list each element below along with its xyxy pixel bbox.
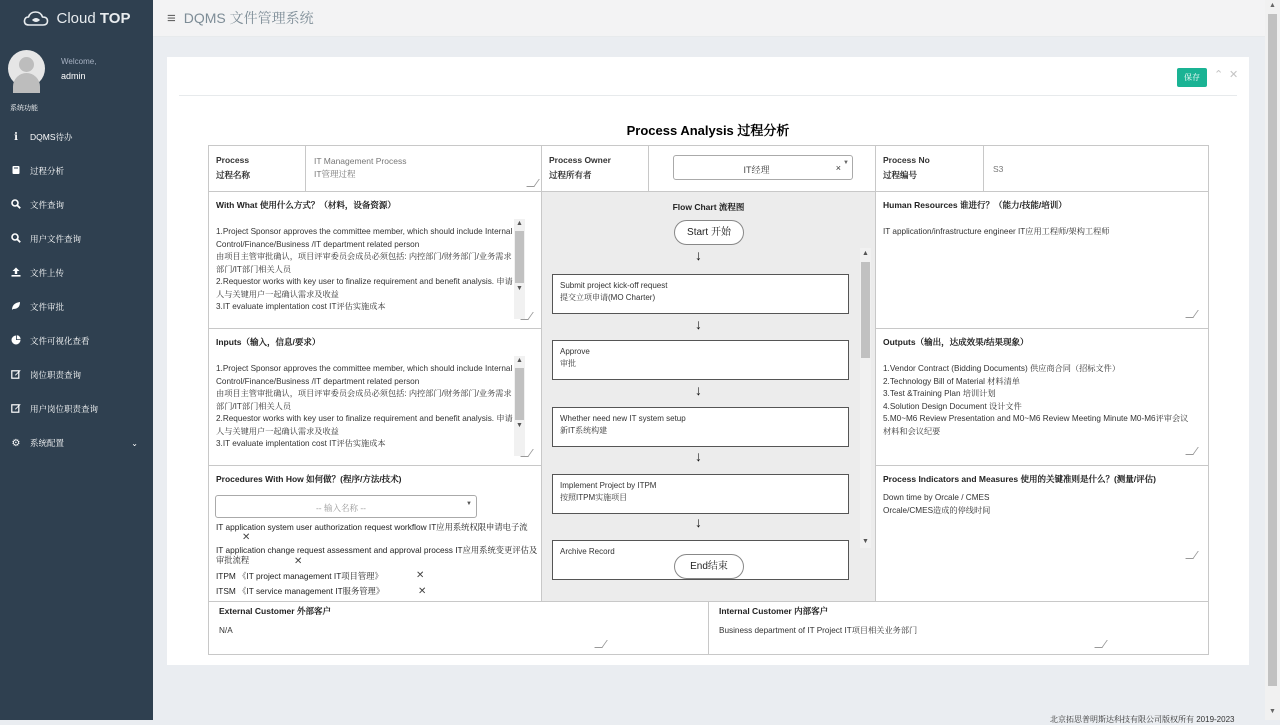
resize-handle-icon[interactable] <box>1185 310 1199 318</box>
brand-name-bold: TOP <box>99 10 131 27</box>
dropdown-arrow-icon[interactable]: ▼ <box>843 160 849 166</box>
flow-step-label-cn: 新IT系统构建 <box>560 426 608 435</box>
flow-step-label: Whether need new IT system setup <box>560 414 686 423</box>
procedure-item: ITPM 《IT project management IT项目管理》 <box>216 571 383 581</box>
flow-step-box <box>552 340 849 380</box>
page-scrollbar[interactable] <box>1265 0 1280 720</box>
owner-select-value: IT经理 <box>743 165 770 175</box>
pie-chart-icon <box>10 335 22 348</box>
procedure-item: IT application change request assessment and approval process IT应用系统变更评估及审批流程 <box>216 545 538 565</box>
nav-section-label: 系统功能 <box>10 105 38 112</box>
scroll-up-arrow-icon[interactable]: ▲ <box>1269 2 1276 9</box>
procedure-select-placeholder: -- 输入名称 -- <box>315 503 367 513</box>
owner-label: Process Owner <box>549 155 611 165</box>
dropdown-arrow-icon[interactable]: ▼ <box>466 501 472 507</box>
sidebar-nav <box>0 120 153 460</box>
sidebar-item-process-analysis[interactable] <box>0 154 153 188</box>
flow-step-box <box>552 274 849 314</box>
sidebar-item-job-duty-query[interactable] <box>0 358 153 392</box>
chevron-down-icon: ⌄ <box>131 438 138 448</box>
flow-chart-title: Flow Chart 流程图 <box>672 202 745 212</box>
welcome-text: Welcome, <box>61 56 97 66</box>
remove-procedure-icon[interactable]: ✕ <box>294 556 303 567</box>
save-button[interactable]: 保存 <box>1177 68 1207 87</box>
book-icon <box>10 165 22 178</box>
outputs-textarea[interactable]: 1.Vendor Contract (Bidding Documents) 供应商合同（招标文件） 2.Technology Bill of Material 材料清单 3.Test &Training Plan 培训计划 4.Solution Design Document 设计文件 5.M0~M6 Review Presentation and M0~M6 Review Meeting Minute M0-M6评审会议材料和会议纪要 <box>883 364 1189 436</box>
sidebar-item-label: 文件审批 <box>30 302 65 312</box>
flow-chart-viewport <box>542 262 875 556</box>
external-customer-textarea[interactable]: N/A <box>219 626 233 635</box>
search-icon <box>10 199 22 212</box>
scroll-thumb[interactable] <box>861 262 870 358</box>
flow-step-box <box>552 407 849 447</box>
owner-select[interactable] <box>673 155 853 180</box>
sidebar-item-file-approval[interactable] <box>0 290 153 324</box>
flow-step-label: Implement Project by ITPM <box>560 481 657 490</box>
indicators-section <box>875 465 1209 602</box>
resize-handle-icon[interactable] <box>1185 551 1199 559</box>
collapse-icon[interactable]: ⌃ <box>1214 69 1224 81</box>
process-label-cell <box>208 145 306 192</box>
with-what-textarea[interactable]: 1.Project Sponsor approves the committee member, which should include Internal Control/Finance/Business /IT department related person 由项目主管审批确认，项目评审委员会成员必须包括: 内控部门/财务部门/业务需求部门/IT部门相关人员 2.Requestor works with key user to finalize requirement and benefit analysis. 申请人与关键用户一起确认需求及收益 3.IT evaluate implentation cost IT评估实施成本 <box>216 227 513 311</box>
process-name-value-cn: IT管理过程 <box>314 169 356 179</box>
scroll-up-arrow-icon[interactable]: ▲ <box>516 357 523 364</box>
process-no-input[interactable] <box>983 145 1209 192</box>
with-what-title: With What 使用什么方式？（材料，设备资源） <box>216 200 396 210</box>
scroll-down-arrow-icon[interactable]: ▼ <box>1269 708 1276 715</box>
procedure-item: ITSM 《IT service management IT服务管理》 <box>216 586 385 596</box>
sidebar-item-user-job-duty-query[interactable] <box>0 392 153 426</box>
sidebar-item-label: 文件可视化查看 <box>30 336 90 346</box>
sidebar-item-label: 用户文件查询 <box>30 234 82 244</box>
indicators-title: Process Indicators and Measures 使用的关键准则是什么？(测量/评估) <box>883 474 1156 484</box>
procedure-item: IT application system user authorization request workflow IT应用系统权限申请电子流 <box>216 522 528 532</box>
procedure-search-select[interactable] <box>215 495 477 518</box>
flow-step-label: Submit project kick-off request <box>560 281 668 290</box>
indicators-textarea[interactable]: Down time by Orcale / CMES Orcale/CMES造成的停线时间 <box>883 493 991 515</box>
scroll-up-arrow-icon[interactable]: ▲ <box>516 220 523 227</box>
resize-handle-icon[interactable] <box>1094 640 1108 648</box>
sidebar-item-system-config[interactable] <box>0 426 153 460</box>
human-resources-section <box>875 191 1209 329</box>
process-no-value: S3 <box>993 164 1004 174</box>
owner-label-cn: 过程所有者 <box>549 170 592 180</box>
scroll-down-arrow-icon[interactable]: ▼ <box>862 538 869 545</box>
internal-customer-textarea[interactable]: Business department of IT Project IT项目相关业务部门 <box>719 626 918 635</box>
flow-step-label: Archive Record <box>560 547 615 556</box>
internal-customer-title: Internal Customer 内部客户 <box>719 606 829 616</box>
arrow-down-icon: ↓ <box>695 316 702 332</box>
scroll-thumb[interactable] <box>1268 14 1277 686</box>
edit-icon <box>10 369 22 382</box>
resize-handle-icon[interactable] <box>594 640 608 648</box>
edit-icon <box>10 403 22 416</box>
sidebar-item-user-file-query[interactable] <box>0 222 153 256</box>
external-customer-title: External Customer 外部客户 <box>219 606 331 616</box>
brand[interactable] <box>0 0 153 37</box>
document-title: Process Analysis 过程分析 <box>626 123 790 138</box>
process-no-label: Process No <box>883 155 930 165</box>
sidebar-item-label: 文件上传 <box>30 268 65 278</box>
arrow-down-icon: ↓ <box>695 382 702 398</box>
sidebar <box>0 0 153 720</box>
sidebar-item-file-upload[interactable] <box>0 256 153 290</box>
scroll-down-arrow-icon[interactable]: ▼ <box>516 285 523 292</box>
clear-selection-icon[interactable]: × <box>835 163 841 173</box>
internal-customer-section <box>708 601 1209 655</box>
sidebar-item-dqms-todo[interactable] <box>0 120 153 154</box>
scroll-up-arrow-icon[interactable]: ▲ <box>862 250 869 257</box>
procedures-section <box>208 465 542 602</box>
inputs-title: Inputs（输入，信息/要求） <box>216 337 321 347</box>
flow-end-node: End结束 <box>674 554 744 579</box>
remove-procedure-icon[interactable]: ✕ <box>242 532 251 543</box>
sidebar-item-file-visual[interactable] <box>0 324 153 358</box>
sidebar-item-label: 系统配置 <box>30 438 65 448</box>
info-icon: i <box>14 131 18 143</box>
flow-step-label-cn: 审批 <box>560 359 576 368</box>
footer-copyright: 北京拓思普明斯达科技有限公司版权所有 2019-2023 <box>1050 715 1235 724</box>
sidebar-item-file-query[interactable] <box>0 188 153 222</box>
sidebar-item-label: 过程分析 <box>30 166 65 176</box>
scroll-thumb[interactable] <box>515 368 524 420</box>
search-icon <box>10 233 22 246</box>
remove-procedure-icon[interactable]: ✕ <box>416 570 425 581</box>
process-name-value: IT Management Process <box>314 156 407 166</box>
with-what-section <box>208 191 542 329</box>
close-icon[interactable]: ✕ <box>1229 69 1239 81</box>
flow-start-node: Start 开始 <box>674 220 744 245</box>
remove-procedure-icon[interactable]: ✕ <box>418 586 427 597</box>
external-customer-section <box>208 601 709 655</box>
gear-icon: ⚙ <box>11 437 21 449</box>
owner-select-cell <box>648 145 876 192</box>
process-label: Process <box>216 155 250 165</box>
leaf-icon <box>10 301 22 314</box>
hamburger-menu-icon[interactable]: ≡ <box>167 9 176 27</box>
arrow-down-icon: ↓ <box>695 247 702 263</box>
human-resources-title: Human Resources 谁进行？（能力/技能/培训） <box>883 200 1067 210</box>
flow-step-label-cn: 提交立项申请(MO Charter) <box>560 293 656 302</box>
flow-step-box <box>552 474 849 514</box>
sidebar-item-label: 文件查询 <box>30 200 65 210</box>
inputs-textarea[interactable]: 1.Project Sponsor approves the committee member, which should include Internal Control/Finance/Business /IT department related person 由项目主管审批确认，项目评审委员会成员必须包括: 内控部门/财务部门/业务需求部门/IT部门相关人员 2.Requestor works with key user to finalize requirement and benefit analysis. 申请人与关键用户一起确认需求及收益 3.IT evaluate implentation cost IT评估实施成本 <box>216 364 513 448</box>
textarea-scrollbar[interactable] <box>514 356 525 456</box>
resize-handle-icon[interactable] <box>1185 447 1199 455</box>
sidebar-item-label: DQMS待办 <box>30 132 73 142</box>
flow-step-label-cn: 按照ITPM实施项目 <box>560 493 628 502</box>
flow-chart-section <box>541 191 876 602</box>
sidebar-item-label: 岗位职责查询 <box>30 370 82 380</box>
process-label-cn: 过程名称 <box>216 170 251 180</box>
arrow-down-icon: ↓ <box>695 514 702 530</box>
procedures-title: Procedures With How 如何做？(程序/方法/技术) <box>216 474 402 484</box>
cloud-logo-icon <box>23 10 49 28</box>
inputs-section <box>208 328 542 466</box>
username: admin <box>61 70 86 81</box>
owner-label-cell <box>541 145 649 192</box>
outputs-section <box>875 328 1209 466</box>
arrow-down-icon: ↓ <box>695 448 702 464</box>
process-analysis-card <box>167 57 1249 665</box>
brand-name: Cloud <box>56 10 96 27</box>
scroll-down-arrow-icon[interactable]: ▼ <box>516 422 523 429</box>
scroll-thumb[interactable] <box>515 231 524 283</box>
outputs-title: Outputs（输出，达成效果/结果现象） <box>883 337 1029 347</box>
human-resources-textarea[interactable]: IT application/infrastructure engineer IT应用工程师/架构工程师 <box>883 227 1110 236</box>
avatar[interactable] <box>8 50 45 87</box>
divider <box>179 95 1237 96</box>
sidebar-item-label: 用户岗位职责查询 <box>30 404 99 414</box>
upload-icon <box>10 267 22 280</box>
process-name-input[interactable] <box>305 145 542 192</box>
flow-chart-scrollbar[interactable] <box>860 248 871 548</box>
process-no-label-cell <box>875 145 984 192</box>
textarea-scrollbar[interactable] <box>514 219 525 319</box>
flow-step-label: Approve <box>560 347 590 356</box>
user-profile[interactable] <box>8 50 96 87</box>
top-navbar <box>153 0 1265 37</box>
page-title: DQMS 文件管理系统 <box>183 10 314 26</box>
process-no-label-cn: 过程编号 <box>883 170 918 180</box>
